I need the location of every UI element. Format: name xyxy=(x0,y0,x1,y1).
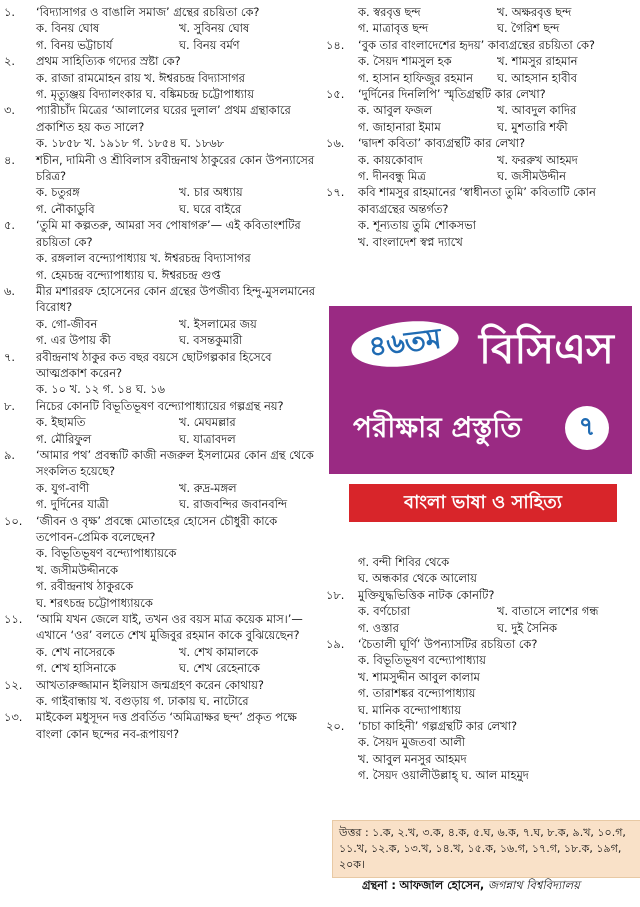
answer-option: খ. জসীমউদ্দীনকে xyxy=(36,562,118,577)
answer-option: ঘ. জসীমউদ্দীন xyxy=(497,169,566,184)
answer-option: ঘ. মুশতারি শফী xyxy=(497,119,568,134)
question-number: ১০. xyxy=(4,513,23,528)
answer-option: ক. ইছামতি xyxy=(36,415,86,430)
answer-option: ঘ. দুই সৈনিক xyxy=(497,620,557,635)
question-number: ১৯. xyxy=(326,637,345,652)
question-number: ৫. xyxy=(4,218,16,233)
answer-option: ক. রাজা রামমোহন রায় খ. ঈশ্বরচন্দ্র বিদ্যাসাগর xyxy=(36,70,245,85)
question-text: ‘আমি যখন জেলে যাই, তখন ওর বয়স মাত্র কয়েক মাস।’— এখানে ‘ওর’ বলতে শেখ মুজিবুর রহমান কাকে বুঝিয়েছেন? xyxy=(36,612,303,643)
answer-option: গ. বিনয় ভট্টাচার্য xyxy=(36,37,113,52)
question-text: প্যারীচাঁদ মিত্রের ‘আলালের ঘরের দুলাল’ প্রথম গ্রন্থাকারে প্রকাশিত হয় কত সালে? xyxy=(36,103,291,134)
answer-option: ক. রঙ্গলাল বন্দ্যোপাধ্যায় খ. ঈশ্বরচন্দ্র বিদ্যাসাগর xyxy=(36,251,251,266)
answer-option: ক. বিভূতিভূষণ বন্দ্যোপাধ্যায়কে xyxy=(36,546,177,561)
answer-option: খ. ফররুখ আহমদ xyxy=(497,152,578,167)
question-block xyxy=(4,398,322,447)
question-number: ১৬. xyxy=(326,136,345,151)
answer-option: খ. শামসুদ্দীন আবুল কালাম xyxy=(358,669,480,684)
question-block xyxy=(326,554,636,587)
answer-option: গ. মৌরিফুল xyxy=(36,431,92,446)
banner-subtitle: পরীক্ষার প্রস্তুতি xyxy=(353,411,522,444)
answer-option: গ. হেমচন্দ্র বন্দ্যোপাধ্যায় ঘ. ঈশ্বরচন্দ্র গুপ্ত xyxy=(36,267,221,282)
answer-option: খ. বাংলাদেশ স্বপ্ন দ্যাখে xyxy=(358,234,463,249)
section-title: বাংলা ভাষা ও সাহিত্য xyxy=(349,484,617,522)
question-text: ‘দ্বাদশ কবিতা’ কাব্যগ্রন্থটি কার লেখা? xyxy=(358,136,526,151)
answer-option: ক. আবুল ফজল xyxy=(358,103,432,118)
answer-option: খ. শামসুর রাহমান xyxy=(497,54,578,69)
question-text: মীর মশাররফ হোসেনের কোন গ্রন্থের উপজীব্য হিন্দু-মুসলমানের বিরোধ? xyxy=(36,283,316,315)
right-column-top xyxy=(326,4,636,250)
question-text: ‘তুমি মা কল্পতরু, আমরা সব পোষাগরু’— এই কবিতাংশটির রচয়িতা কে? xyxy=(36,218,301,249)
answer-option: খ. বাতাসে লাশের গন্ধ xyxy=(497,604,599,619)
question-number: ৩. xyxy=(4,103,16,118)
answer-option: খ. আবদুল কাদির xyxy=(497,103,577,118)
answer-option: ক. শেখ নাসেরকে xyxy=(36,644,115,659)
answer-option: ক. যুগ-বাণী xyxy=(36,480,90,495)
answer-option: গ. হাসান হাফিজুর রহমান xyxy=(358,70,473,85)
question-number: ১৩. xyxy=(4,710,23,725)
question-block xyxy=(4,447,322,513)
answer-option: ঘ. আহসান হাবীব xyxy=(497,70,578,85)
answer-option: ক. বর্ণচোরা xyxy=(358,604,411,619)
answer-option: ক. স্বরবৃত্ত ছন্দ xyxy=(358,5,421,19)
credit-affiliation: জগন্নাথ বিশ্ববিদ্যালয় xyxy=(487,878,580,892)
answer-option: ক. বিভূতিভূষণ বন্দ্যোপাধ্যায় xyxy=(358,653,486,668)
answer-option: ঘ. রাজবন্দির জবানবন্দি xyxy=(179,497,288,512)
answer-option: গ. এর উপায় কী xyxy=(36,333,111,348)
answer-option: গ. মাত্রাবৃত্ত ছন্দ xyxy=(358,21,429,36)
question-text: ‘বিদ্যাসাগর ও বাঙালি সমাজ’ গ্রন্থের রচয়িতা কে? xyxy=(36,5,260,19)
question-block xyxy=(4,53,322,102)
question-text: আখতারুজ্জামান ইলিয়াস জন্মগ্রহণ করেন কোথায়? xyxy=(36,677,264,692)
answer-option: ক. চতুরঙ্গ xyxy=(36,185,80,200)
answer-option: ক. সৈয়দ শামসুল হক xyxy=(358,54,452,69)
answer-option: গ. সৈয়দ ওয়ালীউল্লাহ্‌ ঘ. আল মাহমুদ xyxy=(358,768,529,783)
answer-option: খ. সুবিনয় ঘোষ xyxy=(179,21,250,36)
question-text: ‘বুক তার বাংলাদেশের হৃদয়’ কাব্যগ্রন্থের রচয়িতা কে? xyxy=(358,37,595,52)
answer-option: ক. গো-জীবন xyxy=(36,316,98,331)
bcs-banner xyxy=(329,306,632,474)
question-number: ১৫. xyxy=(326,87,345,102)
question-number: ১৮. xyxy=(326,587,345,602)
exam-number-badge: ৪৬তম xyxy=(349,316,462,373)
question-block xyxy=(4,611,322,677)
answer-option: গ. তারাশঙ্কর বন্দ্যোপাধ্যায় xyxy=(358,686,476,701)
part-number-circle: ৭ xyxy=(565,406,609,450)
answer-option: ক. ১৮৫৮ খ. ১৯১৮ গ. ১৮৫৪ ঘ. ১৮৬৮ xyxy=(36,136,225,151)
question-text: ‘দুর্দিনের দিনলিপি’ স্মৃতিগ্রন্থটি কার লেখা? xyxy=(358,87,546,102)
question-text: শচীন, দামিনী ও শ্রীবিলাস রবীন্দ্রনাথ ঠাকুরের কোন উপন্যাসের চরিত্র? xyxy=(36,152,315,184)
question-block xyxy=(4,4,322,53)
answer-option: ঘ. গৈরিশ ছন্দ xyxy=(497,21,560,36)
question-number: ১৭. xyxy=(326,185,345,200)
question-number: ৮. xyxy=(4,398,16,413)
question-block xyxy=(326,718,636,784)
answer-option: গ. রবীন্দ্রনাথ ঠাকুরকে xyxy=(36,579,134,594)
question-number: ১২. xyxy=(4,677,23,692)
answer-option: গ. বন্দী শিবির থেকে xyxy=(358,555,450,569)
question-block xyxy=(4,349,322,398)
answer-option: ঘ. বিনয় বর্মণ xyxy=(179,37,240,52)
left-column xyxy=(4,4,322,742)
answer-option: গ. দীনবন্ধু মিত্র xyxy=(358,169,426,184)
question-number: ১১. xyxy=(4,612,23,627)
answer-option: গ. জাহানারা ইমাম xyxy=(358,119,441,134)
answer-option: ক. গাইবান্ধায় খ. বগুড়ায় গ. ঢাকায় ঘ. নাটোরে xyxy=(36,694,249,709)
question-block xyxy=(326,587,636,636)
answer-option: ঘ. শরৎচন্দ্র চট্টোপাধ্যায়কে xyxy=(36,595,153,610)
answer-option: ক. সৈয়দ মুজতবা আলী xyxy=(358,735,466,750)
answer-option: ঘ. শেখ রেহেনাকে xyxy=(179,661,260,676)
question-block xyxy=(4,152,322,218)
question-text: ‘চাচা কাহিনী’ গল্পগ্রন্থটি কার লেখা? xyxy=(358,719,517,734)
question-block xyxy=(4,677,322,710)
credit-label: গ্রন্থনা : xyxy=(362,878,396,892)
answer-option: গ. ওস্তার xyxy=(358,620,399,635)
answer-option: গ. মৃত্যুঞ্জয় বিদ্যালংকার ঘ. বঙ্কিমচন্দ্র চট্টোপাধ্যায় xyxy=(36,87,254,102)
question-block xyxy=(326,37,636,86)
question-block xyxy=(326,184,636,250)
question-text: ‘আমার পথ’ প্রবন্ধটি কাজী নজরুল ইসলামের কোন গ্রন্থ থেকে সংকলিত হয়েছে? xyxy=(36,447,314,479)
answer-option: খ. শেখ কামালকে xyxy=(179,644,259,659)
question-block xyxy=(4,709,322,742)
question-number: ৭. xyxy=(4,349,16,364)
question-block xyxy=(4,513,322,611)
question-number: ৬. xyxy=(4,283,16,298)
answer-option: ঘ. অন্ধকার থেকে আলোয় xyxy=(358,571,477,586)
question-number: ২০. xyxy=(326,719,345,734)
credit-author: আফজাল হোসেন, xyxy=(399,878,485,892)
answer-option: ঘ. বসন্তকুমারী xyxy=(179,333,243,348)
answer-option: খ. মেঘমল্লার xyxy=(179,415,236,430)
answer-option: ক. কায়কোবাদ xyxy=(358,152,423,167)
credit-line xyxy=(362,877,632,896)
question-number: ২. xyxy=(4,54,16,69)
answer-option: গ. নৌকাডুবি xyxy=(36,201,95,216)
question-block xyxy=(4,283,322,349)
question-text: কবি শামসুর রাহমানের ‘স্বাধীনতা তুমি’ কবিতাটি কোন কাব্যগ্রন্থের অন্তর্গত? xyxy=(358,185,596,216)
question-text: ‘চৈতালী ঘূর্ণি’ উপন্যাসটির রচয়িতা কে? xyxy=(358,637,538,652)
question-text: ‘জীবন ও বৃক্ষ’ প্রবন্ধে মোতাহের হোসেন চৌধুরী কাকে তপোবন-প্রেমিক বলেছেন? xyxy=(36,513,278,544)
answer-option: খ. চার অধ্যায় xyxy=(179,185,243,200)
answer-option: খ. রুদ্র-মঙ্গল xyxy=(179,480,237,495)
question-text: নিচের কোনটি বিভূতিভূষণ বন্দ্যোপাধ্যায়ের গল্পগ্রন্থ নয়? xyxy=(36,398,284,413)
answer-option: ক. শূন্যতায় তুমি শোকসভা xyxy=(358,218,476,233)
question-number: ১. xyxy=(4,5,16,19)
answer-option: খ. অক্ষরবৃত্ত ছন্দ xyxy=(497,5,572,19)
answer-option: খ. আবুল মনসুর আহমদ xyxy=(358,751,467,766)
question-block xyxy=(326,4,636,37)
answer-option: ঘ. মানিক বন্দ্যোপাধ্যায় xyxy=(358,702,461,717)
right-column-bottom xyxy=(326,554,636,784)
banner-title: বিসিএস xyxy=(479,324,614,373)
answer-option: ঘ. ঘরে বাইরে xyxy=(179,201,242,216)
answer-option: গ. শেখ হাসিনাকে xyxy=(36,661,116,676)
question-number: ১৪. xyxy=(326,37,345,52)
answer-option: গ. দুর্দিনের যাত্রী xyxy=(36,497,109,512)
question-block xyxy=(326,636,636,718)
question-number: ৯. xyxy=(4,447,16,462)
question-block xyxy=(4,102,322,151)
answer-option: খ. ইসলামের জয় xyxy=(179,316,257,331)
answer-option: ক. বিনয় ঘোষ xyxy=(36,21,100,36)
question-block xyxy=(4,217,322,283)
question-block xyxy=(326,135,636,184)
question-text: মাইকেল মধুসূদন দত্ত প্রবর্তিত ‘অমিত্রাক্ষর ছন্দ’ প্রকৃত পক্ষে বাংলা কোন ছন্দের নব-রূপায়ণ? xyxy=(36,710,297,741)
answer-option: ঘ. যাত্রাবদল xyxy=(179,431,236,446)
question-number: ৪. xyxy=(4,152,16,167)
question-text: প্রথম সাহিত্যিক গদ্যের স্রষ্টা কে? xyxy=(36,54,181,69)
question-block xyxy=(326,86,636,135)
question-text: মুক্তিযুদ্ধভিত্তিক নাটক কোনটি? xyxy=(358,587,495,602)
answer-option: ক. ১০ খ. ১২ গ. ১৪ ঘ. ১৬ xyxy=(36,382,165,397)
answer-key: উত্তর : ১.ক, ২.খ, ৩.ক, ৪.ক, ৫.ঘ, ৬.ক, ৭.ঘ, ৮.ক, ৯.খ, ১০.গ, ১১.খ, ১২.ক, ১৩.খ, ১৪.খ, ১৫.ক, ১৬.গ, ১৭.গ, ১৮.ক, ১৯গ, ২০ক। xyxy=(332,820,640,878)
question-text: রবীন্দ্রনাথ ঠাকুর কত বছর বয়সে ছোটগল্পকার হিসেবে আত্মপ্রকাশ করেন? xyxy=(36,349,272,380)
